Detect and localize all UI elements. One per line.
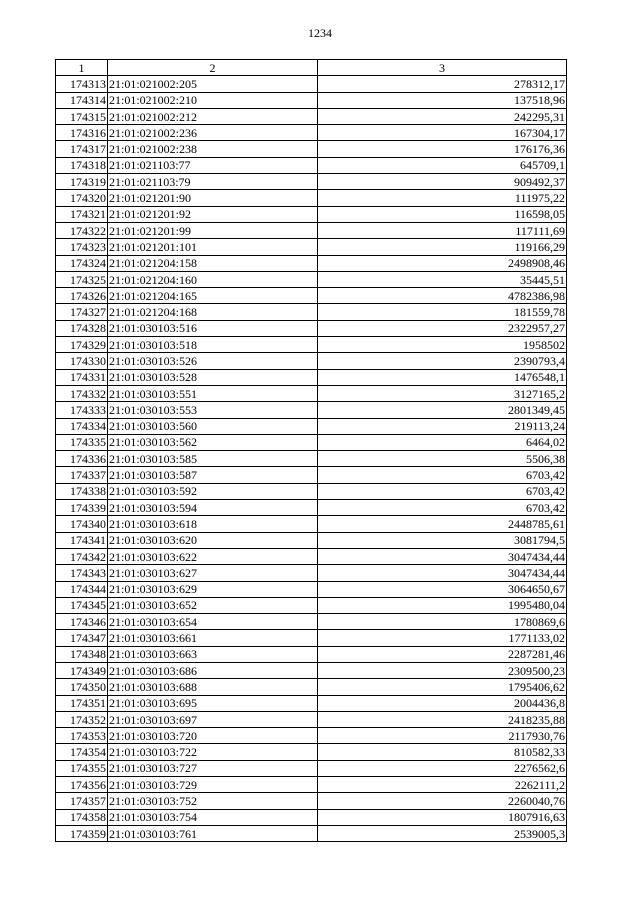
table-row [56, 548, 567, 564]
cadastral-number: 21:01:030103:727 [108, 760, 318, 776]
table-row [56, 630, 567, 646]
cadastral-number: 21:01:030103:720 [108, 728, 318, 744]
row-number: 174354 [56, 744, 108, 760]
cadastral-value: 909492,37 [318, 174, 567, 190]
table-row [56, 516, 567, 532]
row-number: 174326 [56, 288, 108, 304]
cadastral-number: 21:01:030103:661 [108, 630, 318, 646]
cadastral-number: 21:01:030103:551 [108, 385, 318, 401]
row-number: 174347 [56, 630, 108, 646]
table-row [56, 728, 567, 744]
row-number: 174342 [56, 548, 108, 564]
cadastral-number: 21:01:021002:210 [108, 92, 318, 108]
column-header-1: 1 [56, 60, 108, 76]
row-number: 174350 [56, 679, 108, 695]
cadastral-value: 2322957,27 [318, 320, 567, 336]
row-number: 174321 [56, 206, 108, 222]
cadastral-value: 117111,69 [318, 222, 567, 238]
row-number: 174329 [56, 337, 108, 353]
cadastral-number: 21:01:021002:212 [108, 108, 318, 124]
cadastral-number: 21:01:030103:622 [108, 548, 318, 564]
row-number: 174345 [56, 597, 108, 613]
table-header [56, 60, 567, 76]
cadastral-number: 21:01:021204:168 [108, 304, 318, 320]
cadastral-number: 21:01:030103:562 [108, 434, 318, 450]
cadastral-value: 3047434,44 [318, 565, 567, 581]
cadastral-value: 6464,02 [318, 434, 567, 450]
row-number: 174317 [56, 141, 108, 157]
row-number: 174333 [56, 402, 108, 418]
cadastral-value: 2418235,88 [318, 711, 567, 727]
cadastral-value: 2309500,23 [318, 662, 567, 678]
table-row [56, 288, 567, 304]
cadastral-value: 6703,42 [318, 483, 567, 499]
row-number: 174346 [56, 614, 108, 630]
table-row [56, 760, 567, 776]
cadastral-number: 21:01:030103:722 [108, 744, 318, 760]
cadastral-value: 219113,24 [318, 418, 567, 434]
row-number: 174322 [56, 222, 108, 238]
row-number: 174359 [56, 825, 108, 841]
row-number: 174334 [56, 418, 108, 434]
cadastral-number: 21:01:030103:729 [108, 777, 318, 793]
cadastral-number: 21:01:021201:99 [108, 222, 318, 238]
table-row [56, 418, 567, 434]
cadastral-value: 2117930,76 [318, 728, 567, 744]
row-number: 174313 [56, 76, 108, 92]
table-row [56, 483, 567, 499]
cadastral-value: 6703,42 [318, 467, 567, 483]
cadastral-value: 35445,51 [318, 271, 567, 287]
cadastral-value: 2276562,6 [318, 760, 567, 776]
row-number: 174320 [56, 190, 108, 206]
cadastral-value: 6703,42 [318, 500, 567, 516]
table-row [56, 532, 567, 548]
cadastral-value: 3064650,67 [318, 581, 567, 597]
cadastral-number: 21:01:030103:518 [108, 337, 318, 353]
cadastral-value: 4782386,98 [318, 288, 567, 304]
cadastral-number: 21:01:030103:761 [108, 825, 318, 841]
cadastral-number: 21:01:021002:205 [108, 76, 318, 92]
row-number: 174358 [56, 809, 108, 825]
table-body [56, 76, 567, 842]
cadastral-number: 21:01:030103:618 [108, 516, 318, 532]
cadastral-value: 242295,31 [318, 108, 567, 124]
cadastral-value: 645709,1 [318, 157, 567, 173]
table-row [56, 206, 567, 222]
cadastral-number: 21:01:021002:236 [108, 125, 318, 141]
cadastral-value: 111975,22 [318, 190, 567, 206]
table-row [56, 825, 567, 841]
cadastral-value: 278312,17 [318, 76, 567, 92]
cadastral-number: 21:01:030103:752 [108, 793, 318, 809]
row-number: 174332 [56, 385, 108, 401]
cadastral-value: 176176,36 [318, 141, 567, 157]
table-row [56, 255, 567, 271]
cadastral-value: 1807916,63 [318, 809, 567, 825]
row-number: 174335 [56, 434, 108, 450]
table-row [56, 662, 567, 678]
cadastral-value: 1780869,6 [318, 614, 567, 630]
cadastral-number: 21:01:030103:695 [108, 695, 318, 711]
cadastral-value: 2801349,45 [318, 402, 567, 418]
row-number: 174328 [56, 320, 108, 336]
cadastral-number: 21:01:021201:90 [108, 190, 318, 206]
table-row [56, 793, 567, 809]
row-number: 174318 [56, 157, 108, 173]
row-number: 174315 [56, 108, 108, 124]
cadastral-number: 21:01:030103:686 [108, 662, 318, 678]
cadastral-number: 21:01:030103:516 [108, 320, 318, 336]
cadastral-value: 1795406,62 [318, 679, 567, 695]
cadastral-value: 2498908,46 [318, 255, 567, 271]
table-row [56, 679, 567, 695]
cadastral-number: 21:01:030103:654 [108, 614, 318, 630]
column-header-3: 3 [318, 60, 567, 76]
page-number: 1234 [308, 26, 332, 40]
cadastral-value: 2004436,8 [318, 695, 567, 711]
table-row [56, 92, 567, 108]
cadastral-number: 21:01:030103:553 [108, 402, 318, 418]
cadastral-value: 2262111,2 [318, 777, 567, 793]
cadastral-value: 2390793,4 [318, 353, 567, 369]
cadastral-value: 2260040,76 [318, 793, 567, 809]
table-row [56, 271, 567, 287]
row-number: 174340 [56, 516, 108, 532]
cadastral-value: 1771133,02 [318, 630, 567, 646]
row-number: 174327 [56, 304, 108, 320]
table-row [56, 614, 567, 630]
cadastral-number: 21:01:030103:560 [108, 418, 318, 434]
cadastral-value: 3047434,44 [318, 548, 567, 564]
table-row [56, 76, 567, 92]
table-row [56, 565, 567, 581]
table-row [56, 500, 567, 516]
row-number: 174355 [56, 760, 108, 776]
cadastral-number: 21:01:030103:627 [108, 565, 318, 581]
table-row [56, 174, 567, 190]
table-row [56, 809, 567, 825]
cadastral-number: 21:01:021103:79 [108, 174, 318, 190]
cadastral-value: 181559,78 [318, 304, 567, 320]
cadastral-value: 119166,29 [318, 239, 567, 255]
row-number: 174338 [56, 483, 108, 499]
table-row [56, 353, 567, 369]
cadastral-number: 21:01:030103:528 [108, 369, 318, 385]
cadastral-number: 21:01:030103:620 [108, 532, 318, 548]
row-number: 174341 [56, 532, 108, 548]
row-number: 174351 [56, 695, 108, 711]
table-row [56, 467, 567, 483]
cadastral-number: 21:01:021204:158 [108, 255, 318, 271]
column-header-2: 2 [108, 60, 318, 76]
row-number: 174323 [56, 239, 108, 255]
table-row [56, 108, 567, 124]
table-row [56, 141, 567, 157]
table-row [56, 320, 567, 336]
cadastral-number: 21:01:021103:77 [108, 157, 318, 173]
table-row [56, 385, 567, 401]
table-row [56, 222, 567, 238]
cadastral-value: 1995480,04 [318, 597, 567, 613]
cadastral-number: 21:01:030103:688 [108, 679, 318, 695]
row-number: 174348 [56, 646, 108, 662]
table-row [56, 304, 567, 320]
cadastral-number: 21:01:030103:652 [108, 597, 318, 613]
cadastral-number: 21:01:021002:238 [108, 141, 318, 157]
cadastral-value: 1958502 [318, 337, 567, 353]
registry-table [55, 59, 567, 842]
cadastral-number: 21:01:021204:165 [108, 288, 318, 304]
table-row [56, 157, 567, 173]
row-number: 174319 [56, 174, 108, 190]
cadastral-number: 21:01:030103:754 [108, 809, 318, 825]
table-row [56, 125, 567, 141]
cadastral-number: 21:01:030103:629 [108, 581, 318, 597]
table-row [56, 646, 567, 662]
table-row [56, 434, 567, 450]
row-number: 174343 [56, 565, 108, 581]
cadastral-value: 116598,05 [318, 206, 567, 222]
table-row [56, 581, 567, 597]
row-number: 174325 [56, 271, 108, 287]
cadastral-number: 21:01:030103:663 [108, 646, 318, 662]
cadastral-number: 21:01:030103:587 [108, 467, 318, 483]
row-number: 174349 [56, 662, 108, 678]
cadastral-value: 2539005,3 [318, 825, 567, 841]
row-number: 174316 [56, 125, 108, 141]
table-row [56, 777, 567, 793]
row-number: 174356 [56, 777, 108, 793]
cadastral-value: 167304,17 [318, 125, 567, 141]
row-number: 174339 [56, 500, 108, 516]
cadastral-number: 21:01:030103:526 [108, 353, 318, 369]
cadastral-value: 5506,38 [318, 451, 567, 467]
cadastral-value: 1476548,1 [318, 369, 567, 385]
table-row [56, 597, 567, 613]
cadastral-value: 2287281,46 [318, 646, 567, 662]
row-number: 174314 [56, 92, 108, 108]
table-row [56, 337, 567, 353]
row-number: 174353 [56, 728, 108, 744]
cadastral-number: 21:01:021204:160 [108, 271, 318, 287]
row-number: 174336 [56, 451, 108, 467]
row-number: 174330 [56, 353, 108, 369]
cadastral-value: 3081794,5 [318, 532, 567, 548]
cadastral-number: 21:01:030103:697 [108, 711, 318, 727]
table-row [56, 451, 567, 467]
cadastral-value: 3127165,2 [318, 385, 567, 401]
cadastral-value: 2448785,61 [318, 516, 567, 532]
table-row [56, 190, 567, 206]
row-number: 174357 [56, 793, 108, 809]
cadastral-value: 137518,96 [318, 92, 567, 108]
row-number: 174331 [56, 369, 108, 385]
cadastral-number: 21:01:021201:92 [108, 206, 318, 222]
cadastral-value: 810582,33 [318, 744, 567, 760]
table-row [56, 239, 567, 255]
table-row [56, 744, 567, 760]
cadastral-number: 21:01:030103:585 [108, 451, 318, 467]
cadastral-number: 21:01:030103:594 [108, 500, 318, 516]
row-number: 174337 [56, 467, 108, 483]
table-row [56, 711, 567, 727]
row-number: 174344 [56, 581, 108, 597]
table-row [56, 369, 567, 385]
row-number: 174352 [56, 711, 108, 727]
row-number: 174324 [56, 255, 108, 271]
cadastral-number: 21:01:030103:592 [108, 483, 318, 499]
table-row [56, 402, 567, 418]
cadastral-number: 21:01:021201:101 [108, 239, 318, 255]
header-row [56, 60, 567, 76]
table-row [56, 695, 567, 711]
